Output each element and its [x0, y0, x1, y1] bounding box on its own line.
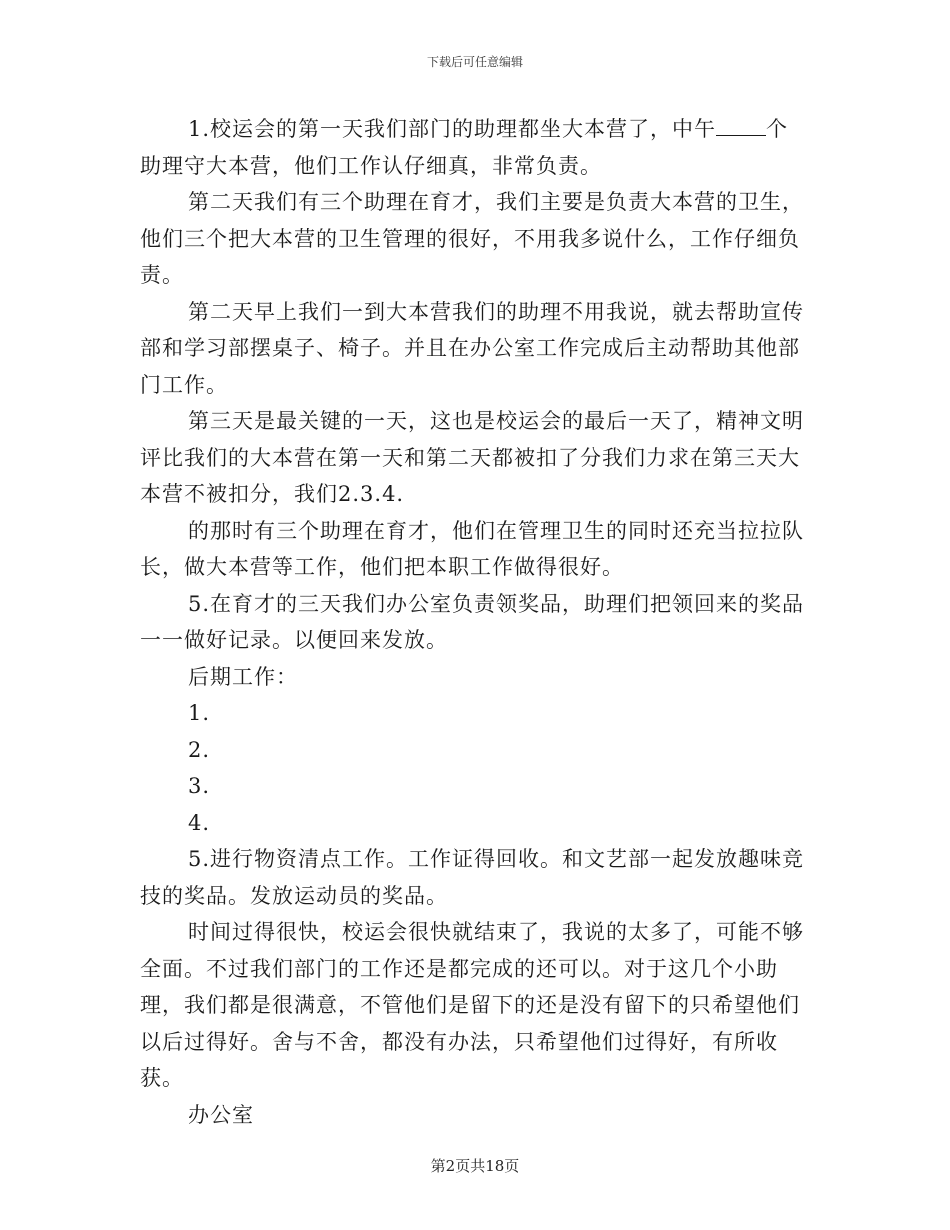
- list-item-4: 4.: [188, 810, 211, 835]
- list-item-2: 2.: [188, 737, 211, 762]
- signature-office: 办公室: [188, 1102, 254, 1127]
- paragraph-day-two: 第二天我们有三个助理在育才，我们主要是负责大本营的卫生，他们三个把大本营的卫生管理的很好，不用我多说什么，工作仔细负责。: [140, 190, 804, 287]
- paragraph-day-one-start: 1.校运会的第一天我们部门的助理都坐大本营了，中午: [188, 117, 717, 141]
- list-item-1: 1.: [188, 701, 211, 725]
- paragraph-day-two-morning: 第二天早上我们一到大本营我们的助理不用我说，就去帮助宣传部和学习部摆桌子、椅子。并且在办公室工作完成后主动帮助其他部门工作。: [140, 299, 804, 397]
- blank-underline: [716, 115, 766, 136]
- list-item-5: 5.进行物资清点工作。工作证得回收。和文艺部一起发放趣味竞技的奖品。发放运动员的奖品。: [140, 847, 805, 908]
- paragraph-conclusion: 时间过得很快，校运会很快就结束了，我说的太多了，可能不够全面。不过我们部门的工作还是都完成的还可以。对于这几个小助理，我们都是很满意，不管他们是留下的还是没有留下的只希望他们以后过得好。舍与不舍，都没有办法，只希望他们过得好，有所收获。: [140, 920, 804, 1090]
- page-footer: 第2页共18页: [430, 1157, 520, 1175]
- list-item-3: 3.: [188, 774, 211, 798]
- paragraph-day-three: 第三天是最关键的一天，这也是校运会的最后一天了，精神文明评比我们的大本营在第一天和第二天都被扣了分我们力求在第三天大本营不被扣分，我们2.3.4.: [140, 409, 804, 506]
- paragraph-cheer-team: 的那时有三个助理在育才，他们在管理卫生的同时还充当拉拉队长，做大本营等工作，他们把本职工作做得很好。: [140, 518, 804, 579]
- paragraph-prizes: 5.在育才的三天我们办公室负责领奖品，助理们把领回来的奖品一一做好记录。以便回来发放。: [140, 591, 805, 652]
- document-body: [140, 111, 810, 1133]
- section-heading-later-work: 后期工作：: [188, 664, 298, 689]
- paragraph-day-one-end: 个助理守大本营，他们工作认仔细真，非常负责。: [140, 117, 789, 178]
- page-header: 下载后可任意编辑: [426, 55, 523, 69]
- paragraph-day-one: [140, 111, 810, 184]
